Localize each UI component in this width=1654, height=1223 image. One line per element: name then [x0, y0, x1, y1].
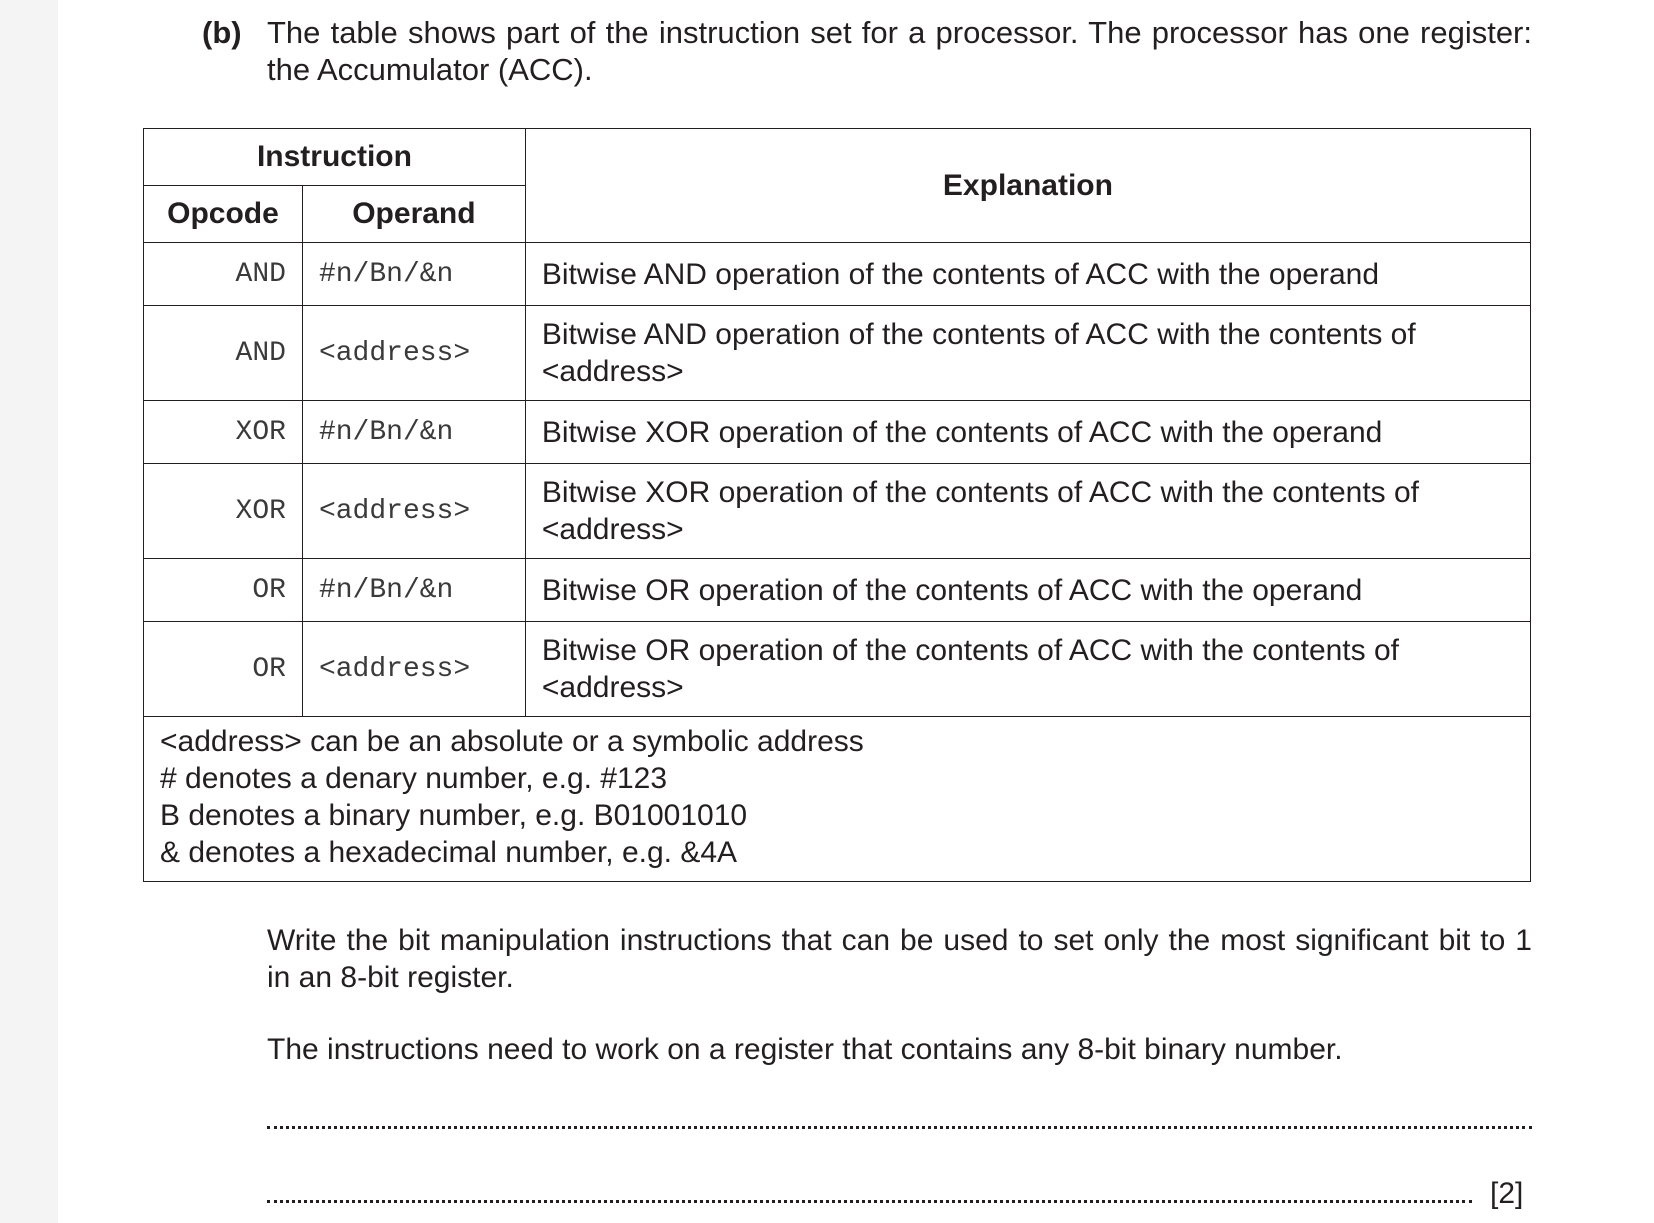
- notes-cell: [144, 717, 1531, 882]
- question-intro: [202, 14, 1532, 88]
- marks-label: [2]: [1490, 1177, 1524, 1210]
- page-margin: [0, 0, 58, 1223]
- opcode-cell: XOR: [144, 401, 303, 464]
- notes-row: [144, 717, 1531, 882]
- operand-cell: <address>: [302, 306, 525, 401]
- opcode-cell: XOR: [144, 464, 303, 559]
- table-row: [144, 306, 1531, 401]
- opcode-cell: AND: [144, 243, 303, 306]
- table-row: [144, 622, 1531, 717]
- explanation-cell: Bitwise OR operation of the contents of ACC with the contents of <address>: [525, 622, 1530, 717]
- explanation-cell: Bitwise OR operation of the contents of ACC with the operand: [525, 559, 1530, 622]
- instruction-set-table: [143, 128, 1531, 882]
- explanation-cell: Bitwise XOR operation of the contents of ACC with the operand: [525, 401, 1530, 464]
- header-opcode: Opcode: [144, 186, 303, 243]
- explanation-cell: Bitwise XOR operation of the contents of ACC with the contents of <address>: [525, 464, 1530, 559]
- header-instruction: Instruction: [144, 129, 526, 186]
- opcode-cell: AND: [144, 306, 303, 401]
- operand-cell: <address>: [302, 622, 525, 717]
- explanation-cell: Bitwise AND operation of the contents of ACC with the operand: [525, 243, 1530, 306]
- table-row: [144, 243, 1531, 306]
- operand-cell: #n/Bn/&n: [302, 243, 525, 306]
- header-operand: Operand: [302, 186, 525, 243]
- note-line: & denotes a hexadecimal number, e.g. &4A: [160, 836, 738, 869]
- table-row: [144, 559, 1531, 622]
- note-line: # denotes a denary number, e.g. #123: [160, 762, 668, 795]
- task-condition: The instructions need to work on a register that contains any 8-bit binary number.: [267, 1033, 1343, 1066]
- opcode-cell: OR: [144, 559, 303, 622]
- question-text: The table shows part of the instruction set for a processor. The processor has one register: the Accumulator (ACC).: [267, 15, 1532, 87]
- explanation-cell: Bitwise AND operation of the contents of ACC with the contents of <address>: [525, 306, 1530, 401]
- task-instruction: Write the bit manipulation instructions that can be used to set only the most significant bit to 1 in an 8-bit register.: [267, 924, 1532, 994]
- header-explanation: Explanation: [525, 129, 1530, 243]
- answer-line-1[interactable]: [267, 1122, 1532, 1129]
- operand-cell: <address>: [302, 464, 525, 559]
- question-label: (b): [202, 15, 242, 50]
- opcode-cell: OR: [144, 622, 303, 717]
- note-line: <address> can be an absolute or a symbolic address: [160, 725, 864, 758]
- note-line: B denotes a binary number, e.g. B01001010: [160, 799, 748, 832]
- operand-cell: #n/Bn/&n: [302, 559, 525, 622]
- operand-cell: #n/Bn/&n: [302, 401, 525, 464]
- answer-line-2[interactable]: [267, 1196, 1472, 1203]
- table-row: [144, 464, 1531, 559]
- table-row: [144, 401, 1531, 464]
